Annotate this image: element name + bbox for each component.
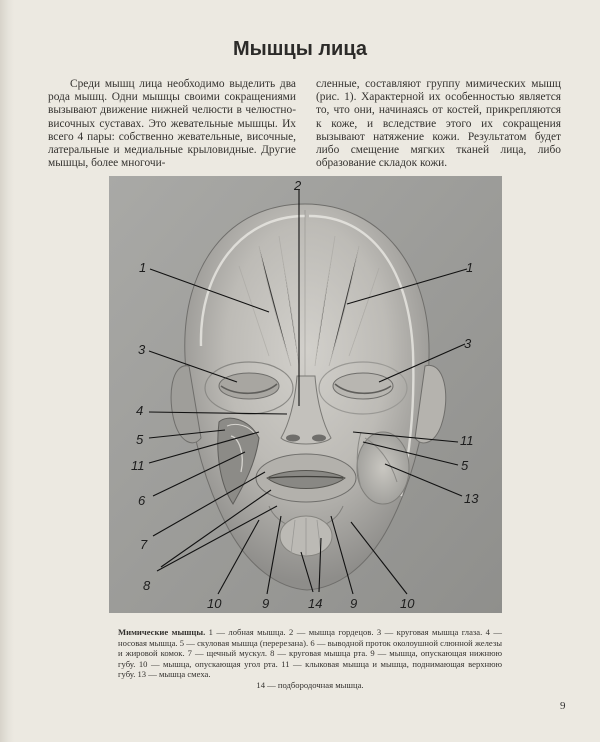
label-11-left: 11 — [131, 458, 145, 473]
label-1-right: 1 — [466, 260, 474, 275]
intro-text-left: Среди мышц лица необходимо выделить два рода мышц. Одни мышцы своими сокращениями вызывают движение нижней челюсти в челюстно-височных суставах. Это жевательные мышцы. Их всего 4 пары: собственно жевательные, височные, латеральные и медиальные крыловидные. Другие мышцы, более многочи- — [48, 78, 296, 170]
page-number: 9 — [560, 700, 566, 712]
label-3-left: 3 — [138, 342, 146, 357]
label-6-left: 6 — [138, 493, 146, 508]
figure-caption — [118, 627, 502, 690]
label-7-left: 7 — [140, 537, 148, 552]
page-binding-edge — [0, 0, 14, 742]
caption-body: 1 — лобная мышца. 2 — мышца гордецов. 3 — круговая мышца глаза. 4 — носовая мышца. 5 — скуловая мышца (перерезана). 6 — выводной проток околоушной слюнной железы и жировой комок. 7 — щечный мускул. 8 — круговая мышца рта. 9 — мышца, опускающая нижнюю губу. 10 — мышца, опускающая угол рта. 11 — клыковая мышца и мышца, поднимающая верхнюю губу. 13 — мышца смеха. — [118, 627, 502, 679]
right-eye — [333, 373, 393, 399]
page-title: Мышцы лица — [232, 38, 367, 60]
intro-text-right: сленные, составляют группу мимических мышц (рис. 1). Характерной их особенностью является то, что они, начинаясь от костей, прикрепляются к коже, и вследствие этого их сокращения вызывают натяжение кожи. Результатом будет либо смещение мягких тканей лица, либо образование складок кожи. — [316, 78, 561, 170]
label-8-left: 8 — [143, 578, 151, 593]
label-10-bottom-right: 10 — [400, 596, 415, 611]
label-14-bottom: 14 — [308, 596, 323, 611]
label-1-left: 1 — [139, 260, 147, 275]
label-2-top: 2 — [294, 178, 302, 193]
label-13-right: 13 — [464, 491, 479, 506]
label-11-right: 11 — [460, 433, 474, 448]
left-eye — [219, 373, 279, 399]
label-5-left: 5 — [136, 432, 144, 447]
label-4-left: 4 — [136, 403, 144, 418]
illustration-drawing — [109, 176, 502, 613]
label-10-bottom-left: 10 — [207, 596, 222, 611]
facial-muscles-illustration — [109, 176, 502, 613]
label-5-right: 5 — [461, 458, 469, 473]
label-9-bottom-right: 9 — [350, 596, 358, 611]
label-9-bottom-left: 9 — [262, 596, 270, 611]
caption-last-line: 14 — подбородочная мышца. — [256, 679, 364, 690]
label-3-right: 3 — [464, 336, 472, 351]
caption-title: Мимические мышцы. — [118, 627, 206, 637]
